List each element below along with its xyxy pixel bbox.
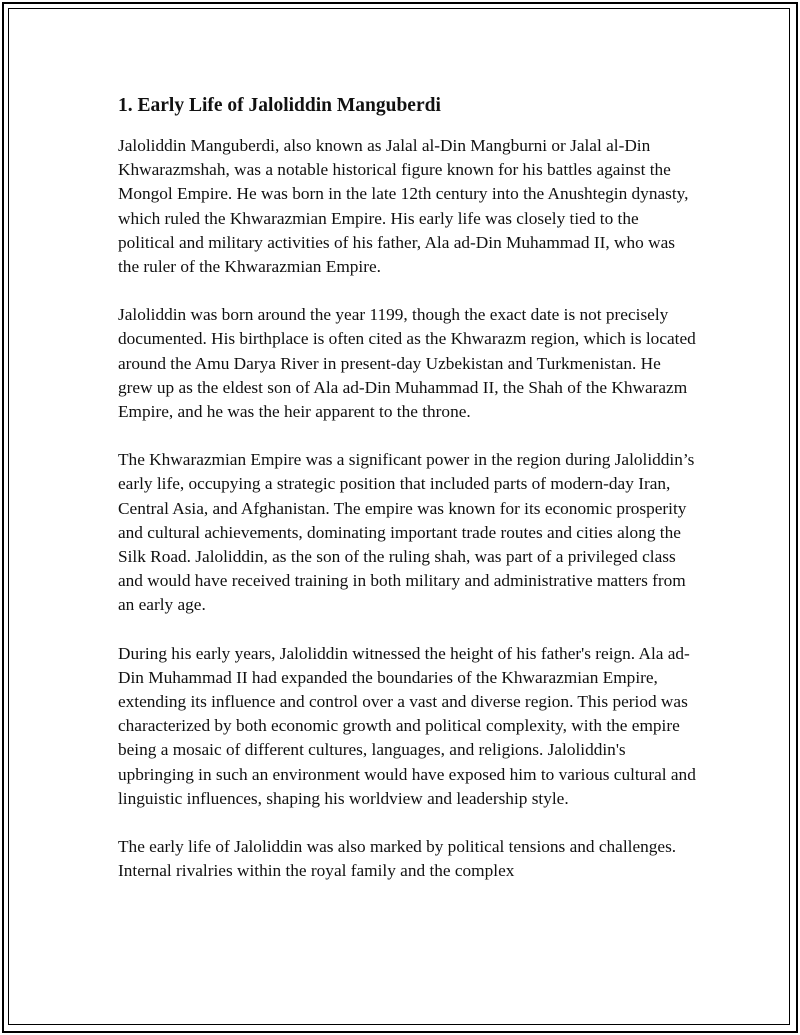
document-body — [118, 92, 698, 907]
paragraph-1: Jaloliddin Manguberdi, also known as Jalal al-Din Mangburni or Jalal al-Din Khwarazmshah, was a notable historical figure known for his battles against the Mongol Empire. He was born in the late 12th century into the Anushtegin dynasty, which ruled the Khwarazmian Empire. His early life was closely tied to the political and military activities of his father, Ala ad-Din Muhammad II, who was the ruler of the Khwarazmian Empire. — [118, 136, 689, 277]
paragraph-4: During his early years, Jaloliddin witnessed the height of his father's reign. Ala ad-Din Muhammad II had expanded the boundaries of the Khwarazmian Empire, extending its influence and control over a vast and diverse region. This period was characterized by both economic growth and political complexity, with the empire being a mosaic of different cultures, languages, and religions. Jaloliddin's upbringing in such an environment would have exposed him to various cultural and linguistic influences, shaping his worldview and leadership style. — [118, 643, 696, 808]
paragraph-3: The Khwarazmian Empire was a significant power in the region during Jaloliddin’s early life, occupying a strategic position that included parts of modern-day Iran, Central Asia, and Afghanistan. The empire was known for its economic prosperity and cultural achievements, dominating important trade routes and cities along the Silk Road. Jaloliddin, as the son of the ruling shah, was part of a privileged class and would have received training in both military and administrative matters from an early age. — [118, 450, 695, 615]
paragraph-2: Jaloliddin was born around the year 1199, though the exact date is not precisely documented. His birthplace is often cited as the Khwarazm region, which is located around the Amu Darya River in present-day Uzbekistan and Turkmenistan. He grew up as the eldest son of Ala ad-Din Muhammad II, the Shah of the Khwarazm Empire, and he was the heir apparent to the throne. — [118, 305, 696, 422]
paragraph-5: The early life of Jaloliddin was also marked by political tensions and challenges. Internal rivalries within the royal family and the complex — [118, 837, 677, 881]
section-heading: 1. Early Life of Jaloliddin Manguberdi — [118, 95, 441, 116]
